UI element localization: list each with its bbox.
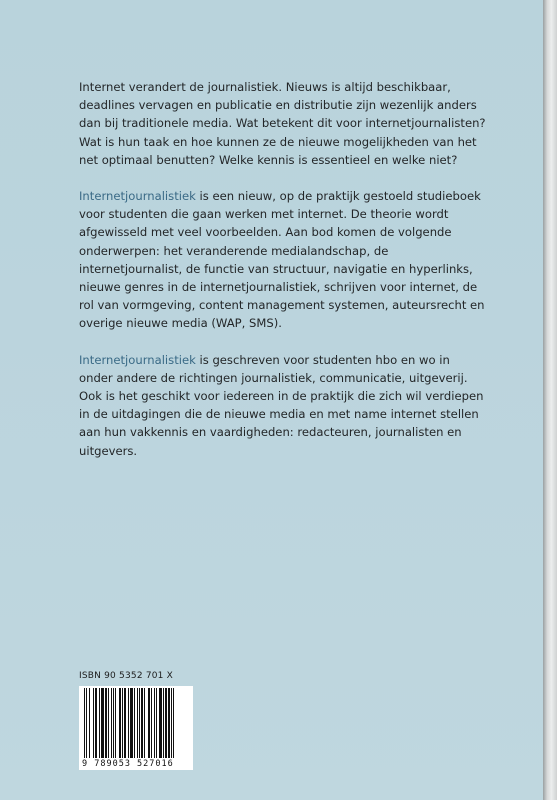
barcode-bar (115, 688, 116, 758)
barcode-bar (148, 688, 150, 758)
barcode-bar (93, 688, 94, 758)
barcode-bar (130, 688, 133, 758)
blurb-paragraph-1: Internet verandert de journalistiek. Nieuws is altijd beschikbaar, deadlines vervagen en publicatie en distributie zijn wezenlijk anders dan bij traditionele media. Wat betekent dit voor internetjournalisten? Wat is hun taak en hoe kunnen ze de nieuwe mogelijkheden van het net optimaal benutten? Welke kennis is essentieel en welke niet? (79, 80, 486, 167)
barcode-bar (173, 688, 174, 758)
barcode-bar (159, 688, 162, 758)
isbn-label: ISBN 90 5352 701 X (79, 671, 174, 681)
back-cover-blurb (79, 78, 487, 478)
ean-digits: 9 789053 527016 (79, 758, 193, 770)
barcode-bar (111, 688, 112, 758)
barcode-bar (86, 688, 87, 758)
book-title-accent: Internetjournalistiek (79, 352, 196, 367)
barcode-bar (99, 688, 100, 758)
blurb-paragraph-3-text: is geschreven voor studenten hbo en wo in onder andere de richtingen journalistiek, communicatie, uitgeverij. Ook is het geschikt voor iedereen in de praktijk die zich wil verdiepen in de uitdagingen die de nieuwe media en met name internet stellen aan hun vakkennis en vaardigheden: redacteuren, journalisten en uitgevers. (79, 352, 484, 458)
blurb-paragraph-2 (79, 187, 487, 333)
barcode-graphic (82, 688, 190, 758)
barcode-bar (144, 688, 145, 758)
barcode-bar (108, 688, 109, 758)
barcode-bar (113, 688, 114, 758)
barcode-bars-area (79, 686, 193, 758)
barcode-bar (119, 688, 121, 758)
barcode-bar (101, 688, 104, 758)
barcode-bar (168, 688, 170, 758)
barcode-bar (171, 688, 172, 758)
blurb-paragraph-3 (79, 351, 487, 460)
page-edge (543, 0, 557, 800)
barcode-bar (128, 688, 129, 758)
barcode-bar (105, 688, 107, 758)
barcode-bar (134, 688, 135, 758)
barcode-bar (95, 688, 97, 758)
barcode-bar (163, 688, 164, 758)
barcode-bar (156, 688, 157, 758)
book-title-accent: Internetjournalistiek (79, 189, 196, 204)
barcode-bar (151, 688, 152, 758)
barcode-bar (89, 688, 90, 758)
blurb-paragraph-2-text: is een nieuw, op de praktijk gestoeld studieboek voor studenten die gaan werken met internet. De theorie wordt afgewisseld met veel voorbeelden. Aan bod komen de volgende onderwerpen: het veranderende medialandschap, de internetjournalist, de functie van structuur, navigatie en hyperlinks, nieuwe genres in de internetjournalistiek, schrijven voor internet, de rol van vormgeving, content management systemen, auteursrecht en overige nieuwe media (WAP, SMS). (79, 189, 485, 331)
barcode-bar (165, 688, 167, 758)
barcode-bar (154, 688, 155, 758)
barcode-bar (139, 688, 140, 758)
barcode-bar (122, 688, 123, 758)
barcode-bar (137, 688, 138, 758)
barcode-bar (124, 688, 126, 758)
barcode-block (79, 670, 193, 780)
barcode-bar (141, 688, 143, 758)
barcode-bar (84, 688, 85, 758)
